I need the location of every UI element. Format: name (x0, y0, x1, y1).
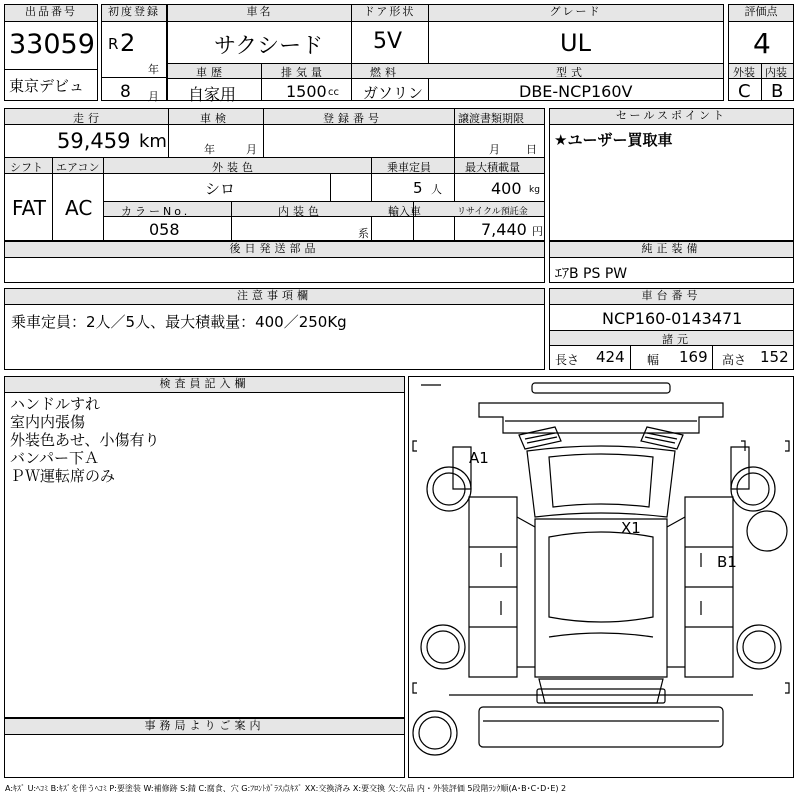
displacement: 1500 (286, 82, 327, 101)
door-type: 5V (373, 29, 403, 54)
car-history-label: 車歴 (196, 66, 226, 79)
car-history: 自家用 (188, 85, 237, 104)
chassis-label: 車台番号 (550, 289, 793, 305)
inspector-label: 検査員記入欄 (5, 377, 404, 393)
month-unit: 月 (148, 90, 159, 103)
year-unit: 年 (148, 63, 159, 76)
debut-label: 東京デビュ (9, 77, 85, 95)
exterior-color-label: 外装色 (212, 161, 257, 174)
notes-text: 乗車定員：2人／5人、最大積載量：400／250Kg (11, 313, 347, 331)
exterior-color: シロ (205, 180, 236, 198)
car-diagram (409, 377, 793, 777)
score-box (728, 4, 794, 101)
inspector-box (4, 376, 405, 718)
width-label: 幅 (647, 353, 660, 367)
notes-box (4, 288, 545, 370)
length-label: 長さ (555, 353, 580, 367)
inspector-line: ＰＷ運転席のみ (10, 467, 116, 485)
color-no-label: カラーNo. (121, 205, 191, 218)
damage-mark-a1: A1 (469, 449, 489, 467)
inspector-line: 外装色あせ、小傷有り (10, 431, 160, 449)
shift-label: シフト (10, 161, 43, 174)
chassis-number: NCP160-0143471 (602, 309, 743, 328)
first-reg-label: 初度登録 (102, 5, 166, 22)
era: R (108, 35, 119, 53)
shift-value: FAT (12, 196, 47, 220)
damage-mark-x1: X1 (621, 519, 641, 537)
model-code: DBE-NCP160V (519, 82, 633, 101)
recycle-label: リサイクル預託金 (457, 207, 528, 217)
exterior-score: C (738, 81, 751, 102)
capacity-unit: 人 (431, 183, 442, 196)
fuel: ガソリン (363, 84, 424, 102)
grade-label: グレード (428, 5, 723, 22)
recycle-unit: 円 (532, 225, 543, 238)
equipment-text: ｴｱB PS PW (555, 266, 628, 282)
interior-color-unit: 系 (358, 227, 369, 240)
model-label: 型式 (556, 66, 586, 79)
specs-label: 諸元 (662, 333, 692, 346)
lot-number: 33059 (9, 29, 95, 60)
damage-mark-b1: B1 (717, 553, 737, 571)
max-load-label: 最大積載量 (465, 161, 520, 174)
recycle-value: 7,440 (481, 220, 527, 239)
first-registration-box (101, 4, 167, 101)
exterior-label: 外装 (733, 66, 755, 79)
lot-label: 出品番号 (5, 5, 97, 22)
month-value: 8 (120, 82, 131, 102)
interior-score: B (771, 81, 784, 102)
max-load-value: 400 (491, 179, 522, 198)
mileage-unit: km (139, 131, 167, 152)
capacity-label: 乗車定員 (387, 161, 431, 174)
overall-score: 4 (753, 27, 771, 60)
grade: UL (560, 29, 591, 57)
ac-value: AC (65, 196, 93, 220)
score-label: 評価点 (729, 5, 793, 22)
fuel-label: 燃料 (370, 66, 400, 79)
damage-legend: A:ｷｽﾞ U:ﾍｺﾐ B:ｷｽﾞを伴うﾍｺﾐ P:要塗装 W:補修跡 S:錆 C:腐食、穴 G:ﾌﾛﾝﾄｶﾞﾗｽ点ｷｽﾞ XX:交換済み X:要交換 欠:欠品 内・外装評価 5段階ﾗﾝｸ順(A･B･C･D･E) 2 (5, 784, 567, 793)
capacity-value: 5 (413, 179, 423, 197)
height-value: 152 (760, 348, 789, 366)
lot-box (4, 4, 98, 101)
year-value: 2 (120, 29, 136, 57)
office-box (4, 718, 405, 778)
displacement-label: 排気量 (281, 66, 326, 79)
mileage-label: 走行 (73, 112, 103, 125)
later-parts-box (4, 241, 545, 283)
transfer-day-unit: 日 (526, 143, 537, 156)
color-number: 058 (149, 220, 180, 239)
equipment-label: 純正装備 (550, 242, 793, 258)
length-value: 424 (596, 348, 625, 366)
mileage-value: 59,459 (57, 129, 131, 153)
interior-label: 内装 (765, 66, 787, 79)
import-label: 輸入車 (388, 205, 421, 218)
details-box (4, 108, 545, 241)
later-parts-label: 後日発送部品 (5, 242, 544, 258)
inspection-label: 車検 (200, 112, 230, 125)
car-diagram-box (408, 376, 794, 778)
equipment-box (549, 241, 794, 283)
displacement-unit: cc (328, 87, 339, 98)
interior-color-label: 内装色 (278, 205, 323, 218)
office-label: 事務局よりご案内 (5, 719, 404, 735)
ac-label: エアコン (56, 161, 100, 174)
max-load-unit: kg (529, 185, 540, 195)
sales-point-label: セールスポイント (550, 109, 793, 125)
sales-point-text: ★ユーザー買取車 (554, 131, 673, 149)
transfer-month-unit: 月 (489, 143, 500, 156)
registration-label: 登録番号 (323, 112, 383, 125)
door-label: ドア形状 (351, 5, 428, 22)
vehicle-info-box (167, 4, 724, 104)
inspection-month-unit: 月 (246, 143, 257, 156)
inspector-line: ハンドルすれ (10, 395, 101, 413)
car-name-label: 車名 (168, 5, 351, 22)
car-name: サクシード (214, 34, 324, 59)
chassis-box (549, 288, 794, 370)
notes-label: 注意事項欄 (5, 289, 544, 305)
inspector-line: バンパー下Ａ (10, 449, 99, 467)
height-label: 高さ (722, 353, 747, 367)
transfer-label: 譲渡書類期限 (458, 112, 524, 125)
width-value: 169 (679, 348, 708, 366)
inspection-year-unit: 年 (204, 143, 215, 156)
sales-point-box (549, 108, 794, 241)
inspector-line: 室内内張傷 (10, 413, 86, 431)
